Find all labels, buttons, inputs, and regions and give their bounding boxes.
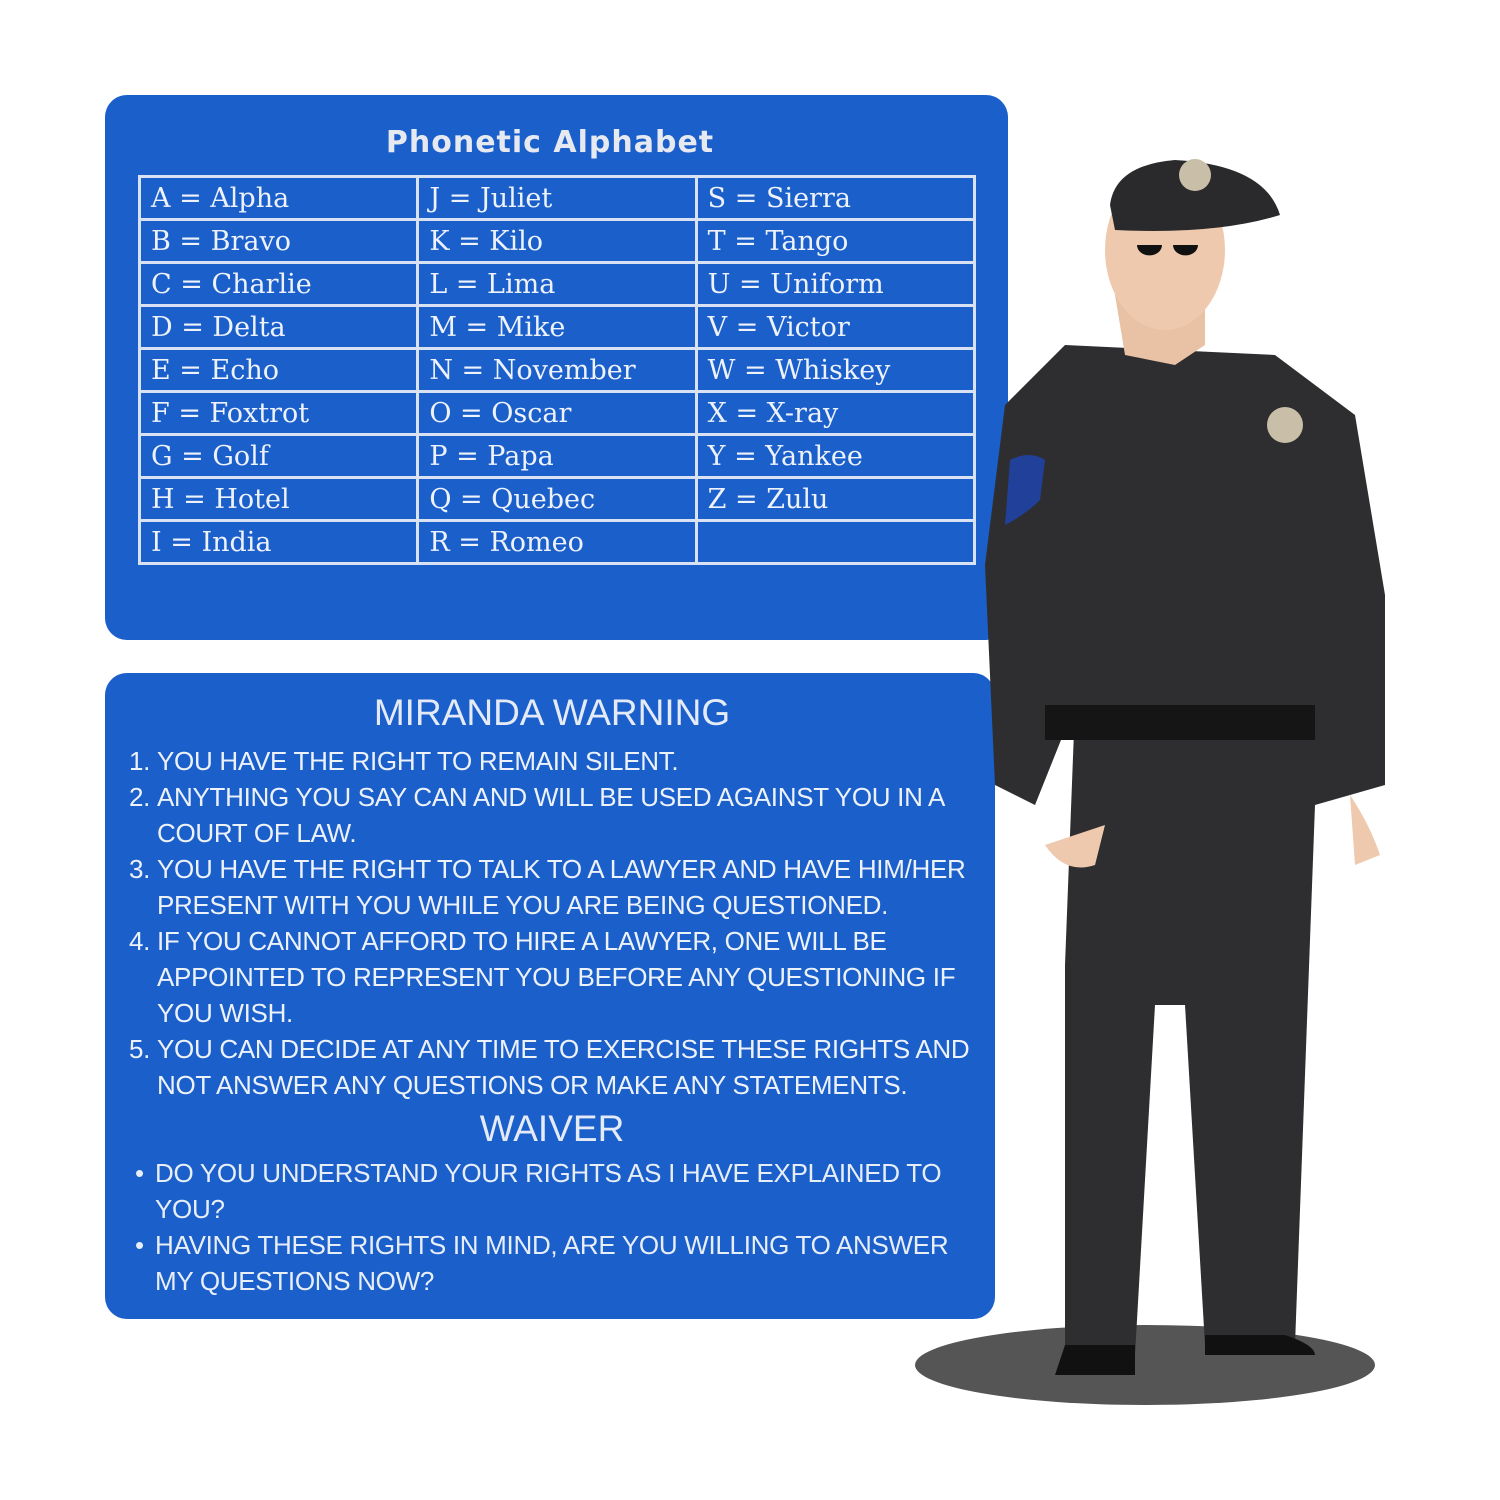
- item-text: ANYTHING YOU SAY CAN AND WILL BE USED AGAINST YOU IN A COURT OF LAW.: [157, 782, 944, 848]
- item-marker: 4.: [129, 926, 151, 956]
- cap-badge-icon: [1179, 159, 1211, 191]
- phonetic-alphabet-card: [105, 95, 1008, 640]
- phonetic-cell: L = Lima: [418, 263, 696, 306]
- list-item: [135, 1155, 975, 1227]
- belt: [1045, 705, 1315, 740]
- phonetic-row: [140, 435, 975, 478]
- phonetic-cell: M = Mike: [418, 306, 696, 349]
- phonetic-cell: X = X-ray: [696, 392, 974, 435]
- phonetic-cell: Q = Quebec: [418, 478, 696, 521]
- waiver-list: [129, 1155, 975, 1299]
- phonetic-cell: P = Papa: [418, 435, 696, 478]
- item-marker: 1.: [129, 746, 151, 776]
- phonetic-cell: U = Uniform: [696, 263, 974, 306]
- phonetic-cell: S = Sierra: [696, 177, 974, 220]
- list-item: [129, 1031, 975, 1103]
- phonetic-cell: Y = Yankee: [696, 435, 974, 478]
- phonetic-cell: R = Romeo: [418, 521, 696, 564]
- badge-icon: [1267, 407, 1303, 443]
- phonetic-cell: K = Kilo: [418, 220, 696, 263]
- phonetic-cell: I = India: [140, 521, 418, 564]
- phonetic-cell: D = Delta: [140, 306, 418, 349]
- item-text: IF YOU CANNOT AFFORD TO HIRE A LAWYER, ONE WILL BE APPOINTED TO REPRESENT YOU BEFORE ANY QUESTIONING IF YOU WISH.: [157, 926, 956, 1028]
- phonetic-cell: H = Hotel: [140, 478, 418, 521]
- item-marker: 2.: [129, 782, 151, 812]
- item-text: YOU HAVE THE RIGHT TO REMAIN SILENT.: [157, 746, 679, 776]
- phonetic-row: [140, 220, 975, 263]
- phonetic-cell: W = Whiskey: [696, 349, 974, 392]
- item-text: YOU HAVE THE RIGHT TO TALK TO A LAWYER AND HAVE HIM/HER PRESENT WITH YOU WHILE YOU ARE BEING QUESTIONED.: [157, 854, 966, 920]
- uniform: [985, 345, 1385, 1355]
- miranda-warning-card: [105, 673, 995, 1319]
- list-item: [129, 743, 975, 779]
- phonetic-cell: Z = Zulu: [696, 478, 974, 521]
- waiver-title: WAIVER: [479, 1108, 625, 1149]
- right-hand: [1350, 795, 1380, 865]
- list-item: [129, 851, 975, 923]
- phonetic-row: [140, 478, 975, 521]
- item-marker: •: [135, 1230, 144, 1260]
- shadow: [915, 1325, 1375, 1405]
- phonetic-cell: G = Golf: [140, 435, 418, 478]
- phonetic-cell: B = Bravo: [140, 220, 418, 263]
- phonetic-row: [140, 392, 975, 435]
- item-marker: •: [135, 1158, 144, 1188]
- phonetic-row: [140, 263, 975, 306]
- list-item: [129, 779, 975, 851]
- miranda-title: MIRANDA WARNING: [373, 692, 731, 733]
- item-text: HAVING THESE RIGHTS IN MIND, ARE YOU WILLING TO ANSWER MY QUESTIONS NOW?: [155, 1230, 949, 1296]
- phonetic-table: [138, 175, 976, 565]
- item-marker: 5.: [129, 1034, 151, 1064]
- phonetic-row: [140, 177, 975, 220]
- miranda-list: [129, 743, 975, 1103]
- phonetic-cell: J = Juliet: [418, 177, 696, 220]
- list-item: [135, 1227, 975, 1299]
- list-item: [129, 923, 975, 1031]
- phonetic-cell: N = November: [418, 349, 696, 392]
- phonetic-cell: V = Victor: [696, 306, 974, 349]
- item-marker: 3.: [129, 854, 151, 884]
- item-text: YOU CAN DECIDE AT ANY TIME TO EXERCISE THESE RIGHTS AND NOT ANSWER ANY QUESTIONS OR MAKE ANY STATEMENTS.: [157, 1034, 970, 1100]
- phonetic-cell: E = Echo: [140, 349, 418, 392]
- phonetic-row: [140, 349, 975, 392]
- phonetic-row: [140, 521, 975, 564]
- item-text: DO YOU UNDERSTAND YOUR RIGHTS AS I HAVE EXPLAINED TO YOU?: [155, 1158, 942, 1224]
- phonetic-cell: O = Oscar: [418, 392, 696, 435]
- phonetic-title: Phonetic Alphabet: [385, 125, 715, 160]
- police-officer-illustration: [915, 145, 1395, 1425]
- phonetic-cell: T = Tango: [696, 220, 974, 263]
- phonetic-cell: A = Alpha: [140, 177, 418, 220]
- phonetic-row: [140, 306, 975, 349]
- phonetic-cell: F = Foxtrot: [140, 392, 418, 435]
- phonetic-cell: C = Charlie: [140, 263, 418, 306]
